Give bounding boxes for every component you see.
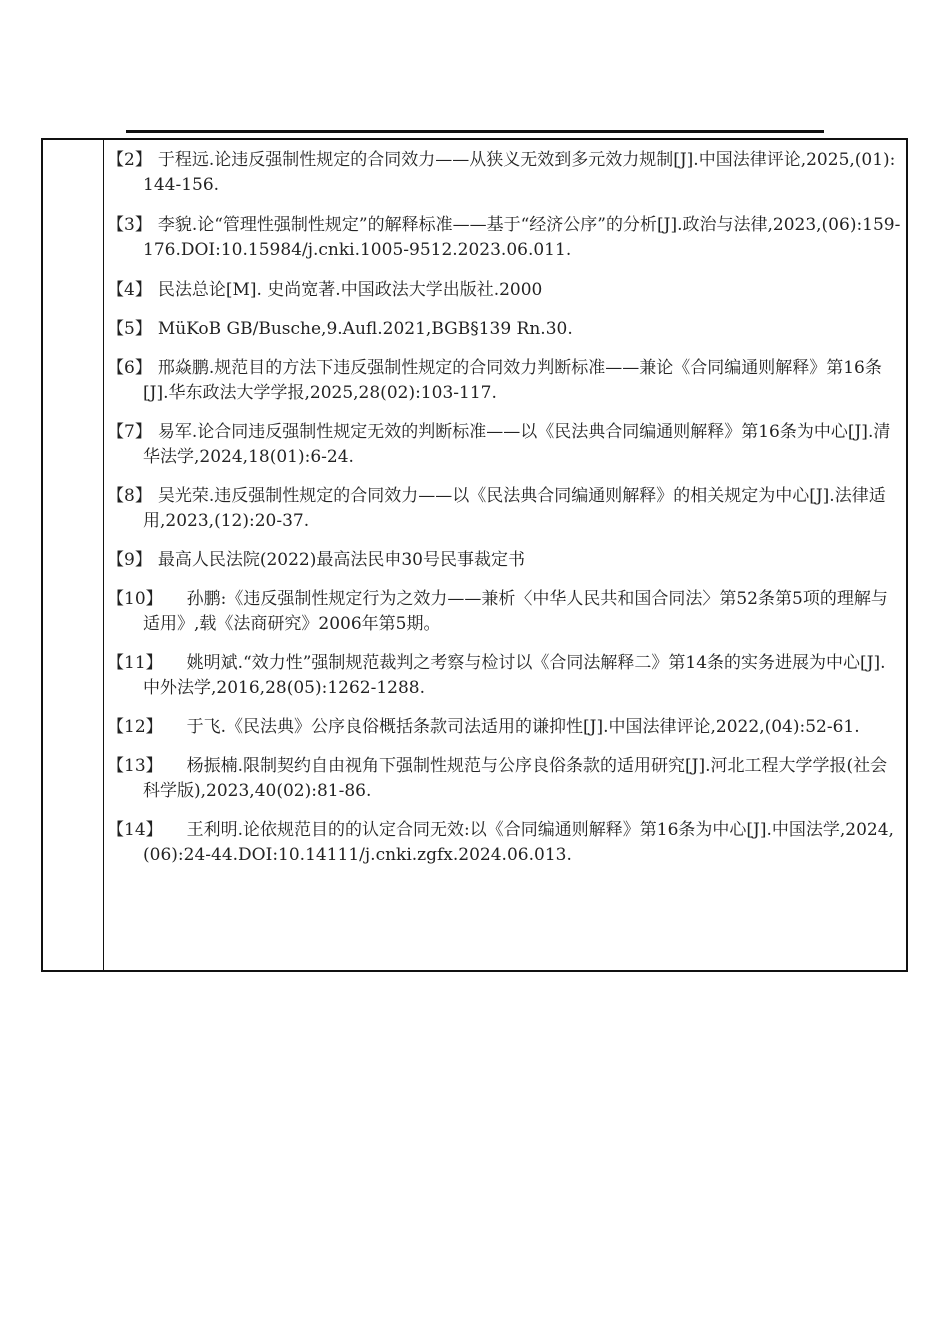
reference-number: 【13】 [107,756,163,776]
reference-item [107,818,902,868]
reference-number: 【9】 [107,550,152,570]
reference-number: 【7】 [107,422,152,442]
reference-text: 于飞.《民法典》公序良俗概括条款司法适用的谦抑性[J].中国法律评论,2022,(04):52-61. [186,717,860,737]
reference-text: 王利明.论依规范目的的认定合同无效:以《合同编通则解释》第16条为中心[J].中国法学,2024,(06):24-44.DOI:10.14111/j.cnki.zgfx.2024.06.013. [143,820,894,865]
top-rule [126,130,824,133]
reference-text: 李貌.论“管理性强制性规定”的解释标准——基于“经济公序”的分析[J].政治与法律,2023,(06):159-176.DOI:10.15984/j.cnki.1005-9512.2023.06.011. [143,215,901,260]
reference-number: 【3】 [107,215,152,235]
reference-number: 【5】 [107,319,152,339]
reference-text: MüKoB GB/Busche,9.Aufl.2021,BGB§139 Rn.30. [157,319,573,339]
reference-item [107,587,902,637]
reference-item [107,754,902,804]
reference-list [107,148,902,868]
reference-item [107,356,902,406]
reference-item [107,548,902,573]
reference-text: 邢焱鹏.规范目的方法下违反强制性规定的合同效力判断标准——兼论《合同编通则解释》第16条[J].华东政法大学学报,2025,28(02):103-117. [143,358,882,403]
reference-text: 姚明斌.“效力性”强制规范裁判之考察与检讨以《合同法解释二》第14条的实务进展为中心[J].中外法学,2016,28(05):1262-1288. [143,653,886,698]
reference-item [107,651,902,701]
reference-item [107,213,902,263]
reference-number: 【11】 [107,653,163,673]
reference-number: 【2】 [107,150,152,170]
reference-text: 杨振楠.限制契约自由视角下强制性规范与公序良俗条款的适用研究[J].河北工程大学学报(社会科学版),2023,40(02):81-86. [143,756,888,801]
reference-text: 最高人民法院(2022)最高法民申30号民事裁定书 [157,550,525,570]
reference-text: 孙鹏:《违反强制性规定行为之效力——兼析〈中华人民共和国合同法〉第52条第5项的理解与适用》,载《法商研究》2006年第5期。 [143,589,888,634]
reference-item [107,715,902,740]
reference-item [107,148,902,198]
reference-number: 【8】 [107,486,152,506]
reference-text: 于程远.论违反强制性规定的合同效力——从狭义无效到多元效力规制[J].中国法律评论,2025,(01):144-156. [143,150,896,195]
reference-number: 【6】 [107,358,152,378]
reference-number: 【4】 [107,280,152,300]
reference-text: 民法总论[M]. 史尚宽著.中国政法大学出版社.2000 [157,280,543,300]
reference-item [107,420,902,470]
reference-item [107,278,902,303]
table-left-column [43,140,104,970]
reference-text: 易军.论合同违反强制性规定无效的判断标准——以《民法典合同编通则解释》第16条为中心[J].清华法学,2024,18(01):6-24. [143,422,891,467]
reference-item [107,317,902,342]
reference-text: 吴光荣.违反强制性规定的合同效力——以《民法典合同编通则解释》的相关规定为中心[J].法律适用,2023,(12):20-37. [143,486,886,531]
reference-table [41,138,908,972]
reference-number: 【10】 [107,589,163,609]
reference-number: 【14】 [107,820,163,840]
reference-number: 【12】 [107,717,163,737]
reference-item [107,484,902,534]
